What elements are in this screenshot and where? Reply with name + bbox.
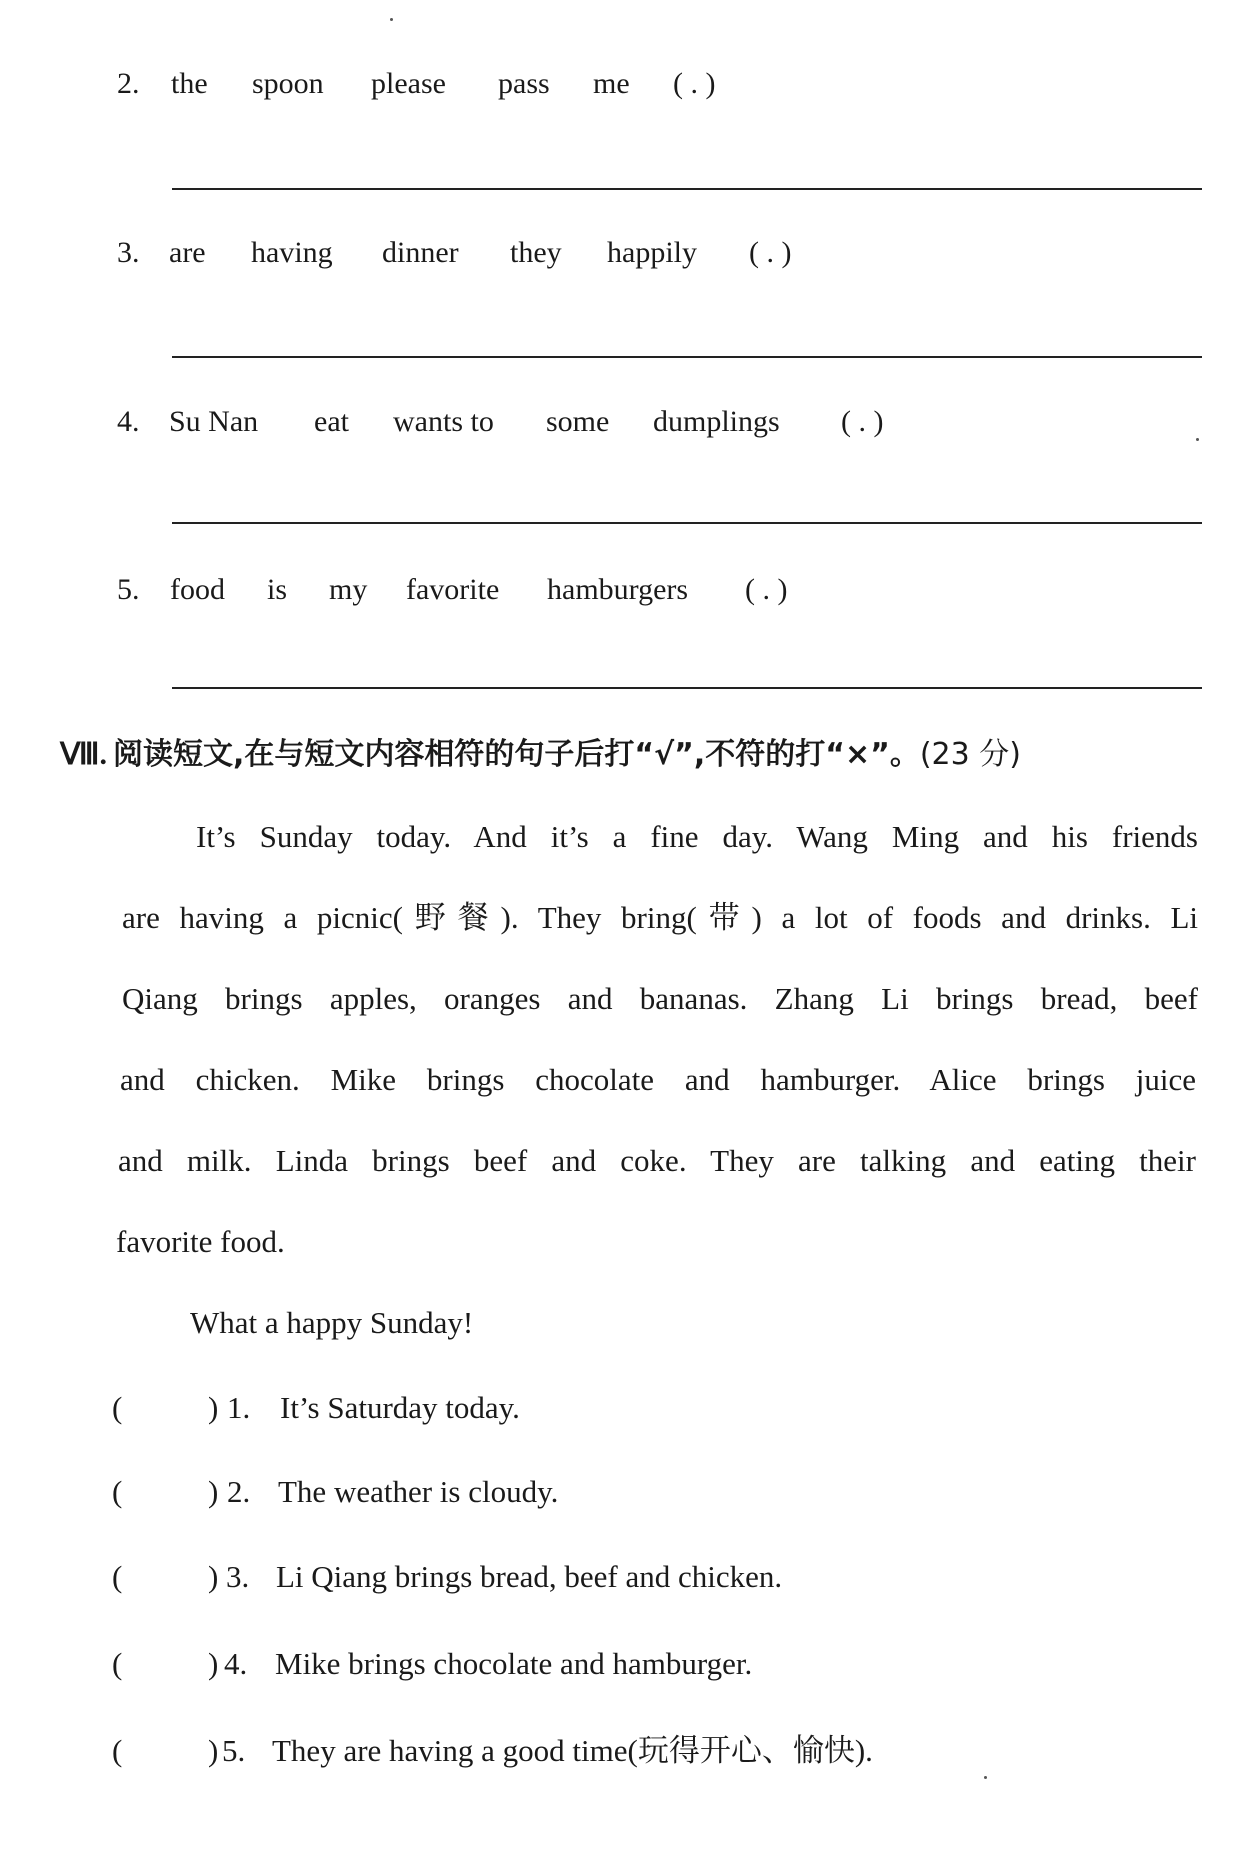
question-number: 4. bbox=[117, 405, 140, 438]
answer-paren-open: ( bbox=[112, 1390, 123, 1425]
passage-line: It’s Sunday today. And it’s a fine day. Wang Ming and his friends bbox=[196, 819, 1198, 854]
answer-paren-open: ( bbox=[112, 1646, 123, 1681]
passage-line: are having a picnic(野餐). They bring(带) a lot of foods and drinks. Li bbox=[122, 900, 1198, 935]
statement-text: Li Qiang brings bread, beef and chicken. bbox=[276, 1559, 783, 1594]
punctuation-hint: ( . ) bbox=[673, 67, 716, 100]
answer-paren-close: ) bbox=[208, 1733, 219, 1768]
answer-slot[interactable] bbox=[134, 1474, 202, 1510]
punctuation-hint: ( . ) bbox=[749, 236, 792, 269]
answer-line[interactable] bbox=[172, 356, 1202, 358]
statement-number: 1. bbox=[227, 1390, 251, 1425]
answer-line[interactable] bbox=[172, 188, 1202, 190]
punctuation-hint: ( . ) bbox=[841, 405, 884, 438]
word-token: having bbox=[251, 236, 333, 269]
word-token: dumplings bbox=[653, 405, 780, 438]
word-token: the bbox=[171, 67, 208, 100]
answer-paren-close: ) bbox=[208, 1646, 219, 1681]
scan-speck bbox=[984, 1776, 987, 1779]
statement-text: It’s Saturday today. bbox=[280, 1390, 520, 1425]
scan-speck bbox=[390, 18, 393, 21]
statement-text: Mike brings chocolate and hamburger. bbox=[275, 1646, 753, 1681]
answer-paren-close: ) bbox=[208, 1559, 219, 1594]
statement-number: 5. bbox=[222, 1733, 246, 1768]
answer-slot[interactable] bbox=[134, 1390, 202, 1426]
word-token: please bbox=[371, 67, 446, 100]
word-token: dinner bbox=[382, 236, 459, 269]
answer-line[interactable] bbox=[172, 522, 1202, 524]
word-token: spoon bbox=[252, 67, 324, 100]
word-token: wants to bbox=[393, 405, 494, 438]
statement-number: 4. bbox=[224, 1646, 248, 1681]
section-score: (23 分) bbox=[919, 737, 1021, 772]
answer-paren-close: ) bbox=[208, 1390, 219, 1425]
section-instruction: 阅读短文,在与短文内容相符的句子后打“√”,不符的打“×”。 bbox=[113, 737, 920, 772]
answer-paren-close: ) bbox=[208, 1474, 219, 1509]
question-number: 5. bbox=[117, 573, 140, 606]
word-token: Su Nan bbox=[169, 405, 259, 438]
statement-number: 3. bbox=[226, 1559, 250, 1594]
statement-text: The weather is cloudy. bbox=[278, 1474, 559, 1509]
answer-paren-open: ( bbox=[112, 1733, 123, 1768]
scan-speck bbox=[1196, 438, 1199, 441]
passage-line: favorite food. bbox=[116, 1224, 285, 1259]
question-number: 3. bbox=[117, 236, 140, 269]
statement-text: They are having a good time(玩得开心、愉快). bbox=[272, 1733, 873, 1768]
word-token: favorite bbox=[406, 573, 500, 606]
word-token: my bbox=[329, 573, 368, 606]
answer-paren-open: ( bbox=[112, 1474, 123, 1509]
answer-slot[interactable] bbox=[134, 1646, 202, 1682]
question-number: 2. bbox=[117, 67, 140, 100]
word-token: they bbox=[510, 236, 562, 269]
answer-paren-open: ( bbox=[112, 1559, 123, 1594]
word-token: pass bbox=[498, 67, 550, 100]
word-token: happily bbox=[607, 236, 697, 269]
word-token: me bbox=[593, 67, 630, 100]
passage-line: and chicken. Mike brings chocolate and hamburger. Alice brings juice bbox=[120, 1062, 1196, 1097]
passage-closing: What a happy Sunday! bbox=[190, 1305, 474, 1340]
word-token: food bbox=[170, 573, 225, 606]
passage-line: Qiang brings apples, oranges and bananas. Zhang Li brings bread, beef bbox=[122, 981, 1198, 1016]
section-numeral: Ⅷ. bbox=[60, 738, 108, 771]
statement-number: 2. bbox=[227, 1474, 251, 1509]
word-token: hamburgers bbox=[547, 573, 689, 606]
answer-slot[interactable] bbox=[134, 1733, 202, 1769]
section-heading bbox=[60, 733, 1021, 777]
word-token: are bbox=[169, 236, 206, 269]
passage-line: and milk. Linda brings beef and coke. They are talking and eating their bbox=[118, 1143, 1196, 1178]
answer-line[interactable] bbox=[172, 687, 1202, 689]
punctuation-hint: ( . ) bbox=[745, 573, 788, 606]
word-token: some bbox=[546, 405, 610, 438]
word-token: is bbox=[267, 573, 288, 606]
answer-slot[interactable] bbox=[134, 1559, 202, 1595]
word-token: eat bbox=[314, 405, 349, 438]
